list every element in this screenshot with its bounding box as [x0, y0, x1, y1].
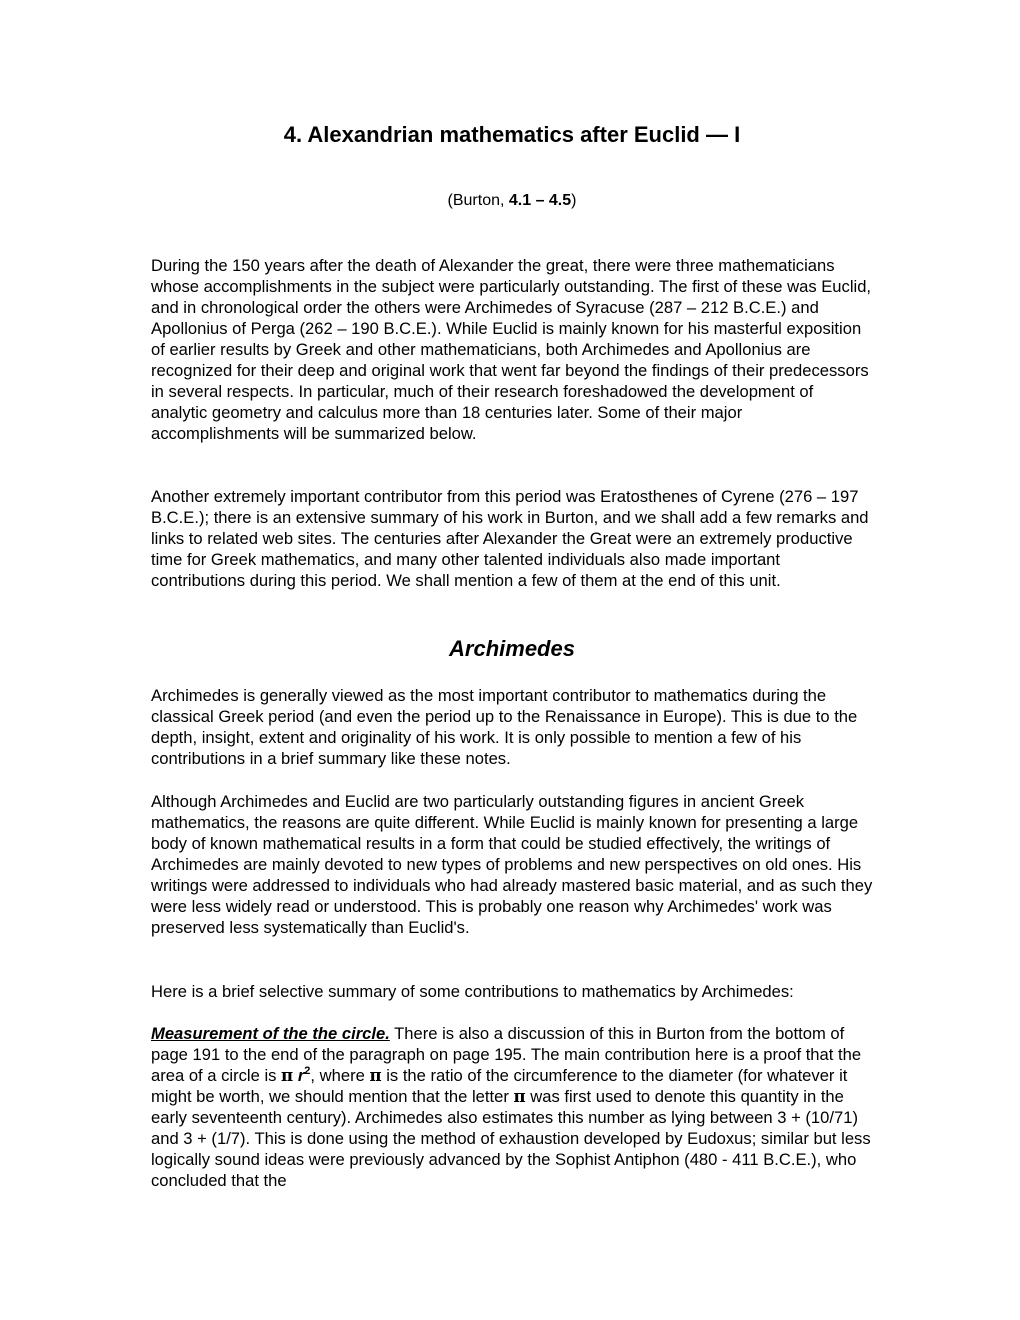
- intro-paragraph-1: During the 150 years after the death of Alexander the great, there were three mathematicians whose accomplishments in the subject were particularly outstanding. The first of these was Euclid, and in chronological order the others were Archimedes of Syracuse (287 – 212 B.C.E.) and Apollonius of Perga (262 – 190 B.C.E.). While Euclid is mainly known for his masterful exposition of earlier results by Greek and other mathematicians, both Archimedes and Apollonius are recognized for their deep and original work that went far beyond the findings of their predecessors in several respects. In particular, much of their research foreshadowed the development of analytic geometry and calculus more than 18 centuries later. Some of their major accomplishments will be summarized below.: [151, 256, 872, 443]
- section-heading-archimedes: Archimedes: [449, 636, 575, 661]
- archimedes-paragraph-1: Archimedes is generally viewed as the most important contributor to mathematics during the classical Greek period (and even the period up to the Renaissance in Europe). This is due to the depth, insight, extent and originality of his work. It is only possible to mention a few of his contributions in a brief summary like these notes.: [151, 686, 858, 768]
- circle-text-b: , where: [310, 1066, 370, 1085]
- pi-symbol: π: [281, 1065, 294, 1085]
- circle-text-d: was first used to denote this quantity in the early seventeenth century). Archimedes also estimates this number as lying between 3 + (10/71) and 3 + (1/7). This is done using the method of exhaustion developed by Eudoxus; similar but less logically sound ideas were previously advanced by the Sophist Antiphon (480 - 411 B.C.E.), who concluded that the: [151, 1087, 871, 1190]
- intro-paragraph-2: Another extremely important contributor from this period was Eratosthenes of Cyrene (276 – 197 B.C.E.); there is an extensive summary of his work in Burton, and we shall add a few remarks and links to related web sites. The centuries after Alexander the Great were an extremely productive time for Greek mathematics, and many other talented individuals also made important contributions during this period. We shall mention a few of them at the end of this unit.: [151, 487, 869, 590]
- circle-measurement-paragraph: [151, 1023, 873, 1191]
- source-prefix: (Burton,: [447, 192, 509, 209]
- page-title: 4. Alexandrian mathematics after Euclid — I: [283, 122, 741, 147]
- source-sections: 4.1 – 4.5: [508, 192, 572, 209]
- radius-symbol: r: [297, 1066, 305, 1085]
- archimedes-paragraph-3: Here is a brief selective summary of some contributions to mathematics by Archimedes:: [151, 982, 794, 1001]
- circle-measurement-heading: Measurement of the the circle.: [151, 1024, 390, 1043]
- pi-symbol: π: [369, 1065, 382, 1085]
- circle-text-a: There is also a discussion of this in Burton from the bottom of page 191 to the end of the paragraph on page 195. The main contribution here is a proof that the area of a circle is: [151, 1024, 862, 1085]
- exponent: 2: [304, 1065, 311, 1077]
- source-reference: [151, 190, 873, 211]
- pi-symbol: π: [513, 1086, 526, 1106]
- archimedes-paragraph-2: Although Archimedes and Euclid are two particularly outstanding figures in ancient Greek mathematics, the reasons are quite different. While Euclid is mainly known for presenting a large body of known mathematical results in a form that could be studied effectively, the writings of Archimedes are mainly devoted to new types of problems and new perspectives on old ones. His writings were addressed to individuals who had already mastered basic material, and as such they were less widely read or understood. This is probably one reason why Archimedes' work was preserved less systematically than Euclid's.: [151, 792, 873, 937]
- circle-text-c: is the ratio of the circumference to the diameter (for whatever it might be worth, we should mention that the letter: [151, 1066, 848, 1106]
- source-suffix: ): [571, 192, 577, 209]
